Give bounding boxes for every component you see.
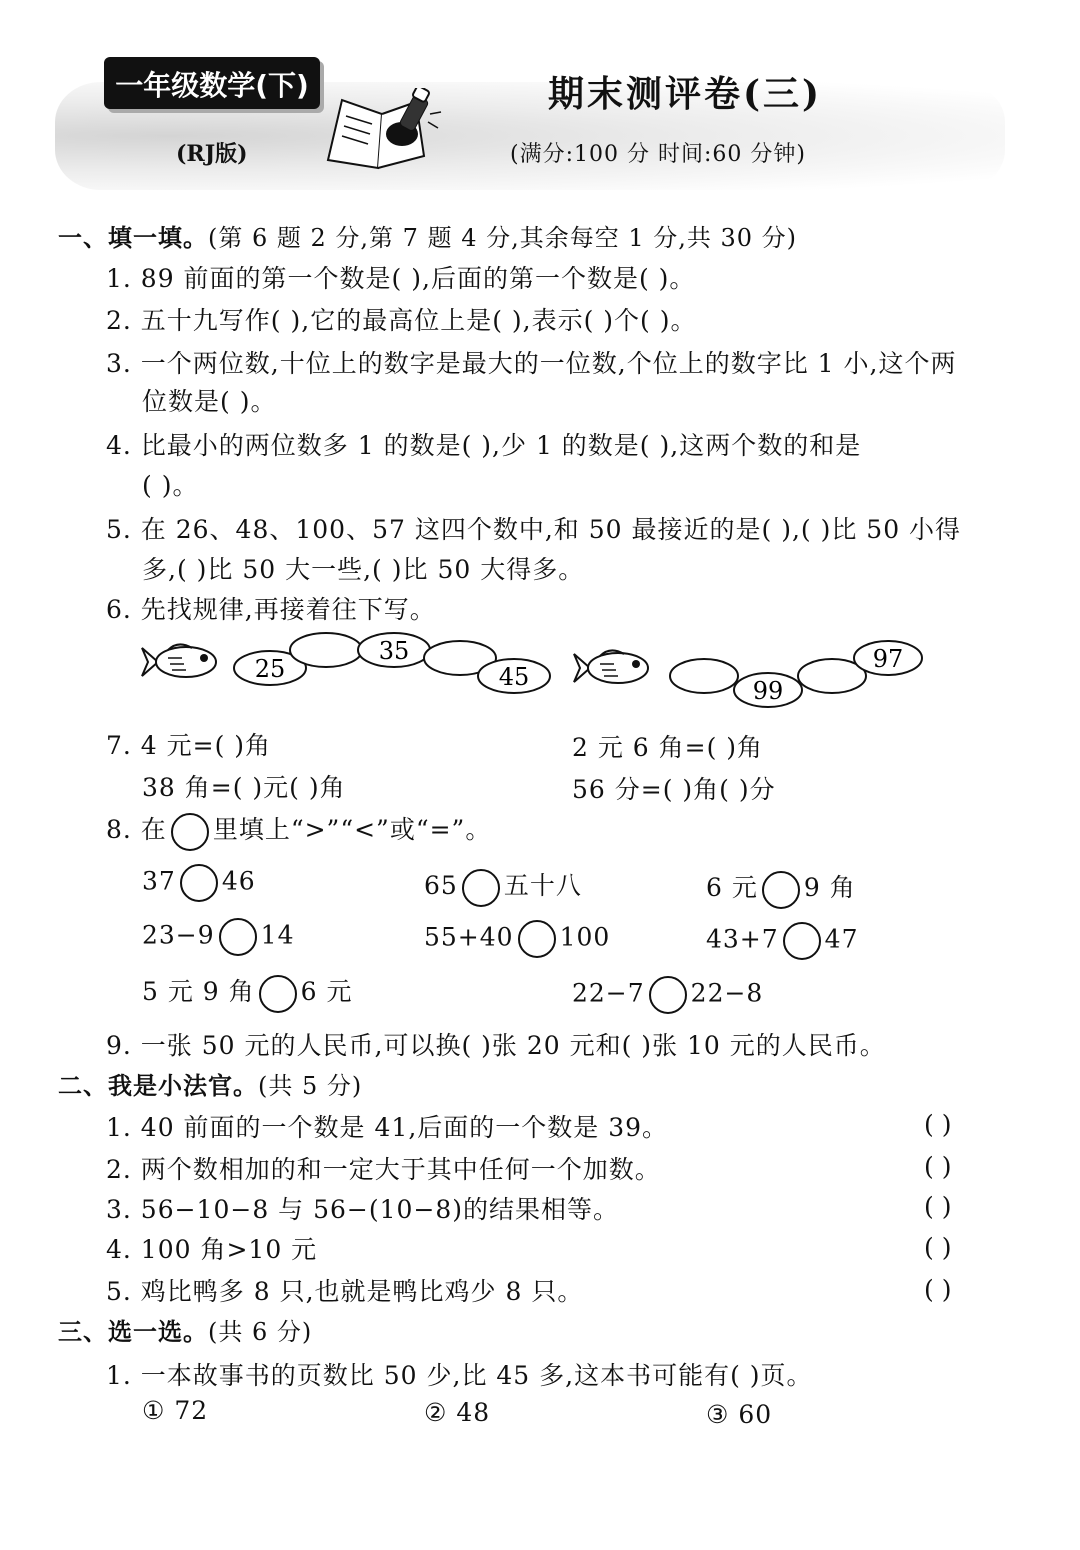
judge-answer-box[interactable]: ( ) [924, 1233, 952, 1262]
judge-answer-box[interactable]: ( ) [924, 1275, 952, 1304]
fish-icon [574, 650, 648, 683]
compare-item-8 [572, 976, 763, 1014]
option-2[interactable]: ② 48 [424, 1398, 491, 1427]
s1-question-7c: 38 角=( )元( )角 [142, 773, 346, 802]
compare-left: 6 元 [706, 873, 758, 902]
s1-question-8 [106, 810, 491, 851]
compare-right: 14 [260, 920, 295, 950]
option-3[interactable]: ③ 60 [706, 1400, 773, 1429]
compare-left: 55+40 [424, 922, 514, 952]
s1-question-3-line2: 位数是( )。 [142, 387, 277, 416]
compare-circle[interactable] [219, 918, 257, 956]
compare-circle[interactable] [462, 869, 500, 907]
s1-question-5-line2: 多,( )比 50 大一些,( )比 50 大得多。 [142, 555, 585, 584]
judge-statement-2: 2. 两个数相加的和一定大于其中任何一个加数。 [106, 1155, 661, 1184]
seq1-value-3: 35 [378, 637, 410, 665]
compare-right: 47 [824, 924, 859, 954]
compare-item-7 [142, 972, 353, 1013]
section3-heading [58, 1312, 312, 1347]
compare-item-6 [706, 922, 858, 960]
section1-title: 一、填一填。 [58, 223, 208, 252]
compare-item-3 [706, 868, 856, 909]
grade-label: 一年级数学(下) [115, 69, 309, 102]
seq1-value-5: 45 [498, 663, 530, 691]
s1-question-4-line1: 4. 比最小的两位数多 1 的数是( ),少 1 的数是( ),这两个数的和是 [106, 431, 862, 460]
compare-right: 9 角 [803, 873, 856, 902]
section1-heading [58, 218, 797, 253]
judge-answer-box[interactable]: ( ) [924, 1192, 952, 1221]
compare-left: 43+7 [706, 924, 779, 954]
s1-question-7a: 7. 4 元=( )角 [106, 731, 272, 760]
compare-left: 5 元 9 角 [142, 977, 255, 1006]
fish-sequence-1 [138, 628, 558, 704]
s1-question-7b: 2 元 6 角=( )角 [572, 733, 764, 762]
section2-heading [58, 1066, 362, 1101]
section2-title: 二、我是小法官。 [58, 1071, 258, 1100]
section3-note: (共 6 分) [208, 1318, 313, 1346]
compare-left: 37 [142, 866, 176, 896]
compare-circle[interactable] [518, 920, 556, 958]
compare-item-1 [142, 864, 256, 902]
compare-item-5 [424, 920, 610, 958]
compare-circle[interactable] [783, 922, 821, 960]
compare-right: 100 [559, 922, 611, 952]
exam-info: (满分:100 分 时间:60 分钟) [510, 142, 806, 167]
s1-question-9: 9. 一张 50 元的人民币,可以换( )张 20 元和( )张 10 元的人民币。 [106, 1031, 886, 1060]
compare-left: 65 [424, 871, 458, 900]
judge-statement-3: 3. 56−10−8 与 56−(10−8)的结果相等。 [106, 1195, 620, 1224]
s1-question-7d: 56 分=( )角( )分 [572, 775, 776, 804]
exam-title: 期末测评卷(三) [548, 73, 823, 115]
s1-question-5-line1: 5. 在 26、48、100、57 这四个数中,和 50 最接近的是( ),( )比 50 小得 [106, 515, 962, 544]
compare-circle[interactable] [762, 871, 800, 909]
compare-right: 46 [221, 866, 256, 896]
judge-statement-1: 1. 40 前面的一个数是 41,后面的一个数是 39。 [106, 1113, 669, 1142]
q8-suffix: 里填上“>”“<”或“=”。 [212, 815, 492, 844]
section2-note: (共 5 分) [258, 1072, 363, 1100]
s3-question-1: 1. 一本故事书的页数比 50 少,比 45 多,这本书可能有( )页。 [106, 1361, 813, 1390]
compare-circle[interactable] [259, 975, 297, 1013]
section1-note: (第 6 题 2 分,第 7 题 4 分,其余每空 1 分,共 30 分) [208, 224, 798, 252]
seq1-value-1: 25 [254, 655, 286, 683]
circle-blank [171, 813, 209, 851]
section3-title: 三、选一选。 [58, 1317, 208, 1346]
s1-question-4-line2: ( )。 [142, 471, 199, 500]
compare-circle[interactable] [180, 864, 218, 902]
judge-statement-4: 4. 100 角>10 元 [106, 1235, 318, 1264]
compare-item-2 [424, 866, 582, 907]
judge-answer-box[interactable]: ( ) [924, 1110, 952, 1139]
seq2-value-4: 97 [872, 645, 904, 673]
edition-label: (RJ版) [176, 141, 248, 167]
s1-question-6: 6. 先找规律,再接着往下写。 [106, 595, 436, 624]
compare-right: 五十八 [503, 871, 582, 900]
book-icon [320, 88, 445, 170]
compare-right: 6 元 [300, 977, 353, 1006]
s1-question-1: 1. 89 前面的第一个数是( ),后面的第一个数是( )。 [106, 264, 696, 293]
compare-left: 22−7 [572, 978, 645, 1008]
compare-right: 22−8 [690, 978, 764, 1008]
compare-circle[interactable] [649, 976, 687, 1014]
s1-question-2: 2. 五十九写作( ),它的最高位上是( ),表示( )个( )。 [106, 306, 697, 335]
option-1[interactable]: ① 72 [142, 1396, 209, 1425]
s1-question-3-line1: 3. 一个两位数,十位上的数字是最大的一位数,个位上的数字比 1 小,这个两 [106, 349, 957, 378]
fish-icon [142, 644, 216, 677]
grade-badge [104, 57, 320, 109]
compare-left: 23−9 [142, 920, 215, 950]
q8-prefix: 8. 在 [106, 815, 167, 844]
compare-item-4 [142, 918, 294, 956]
judge-statement-5: 5. 鸡比鸭多 8 只,也就是鸭比鸡少 8 只。 [106, 1277, 584, 1306]
judge-answer-box[interactable]: ( ) [924, 1152, 952, 1181]
seq2-value-2: 99 [752, 677, 784, 705]
fish-sequence-2 [570, 636, 930, 712]
